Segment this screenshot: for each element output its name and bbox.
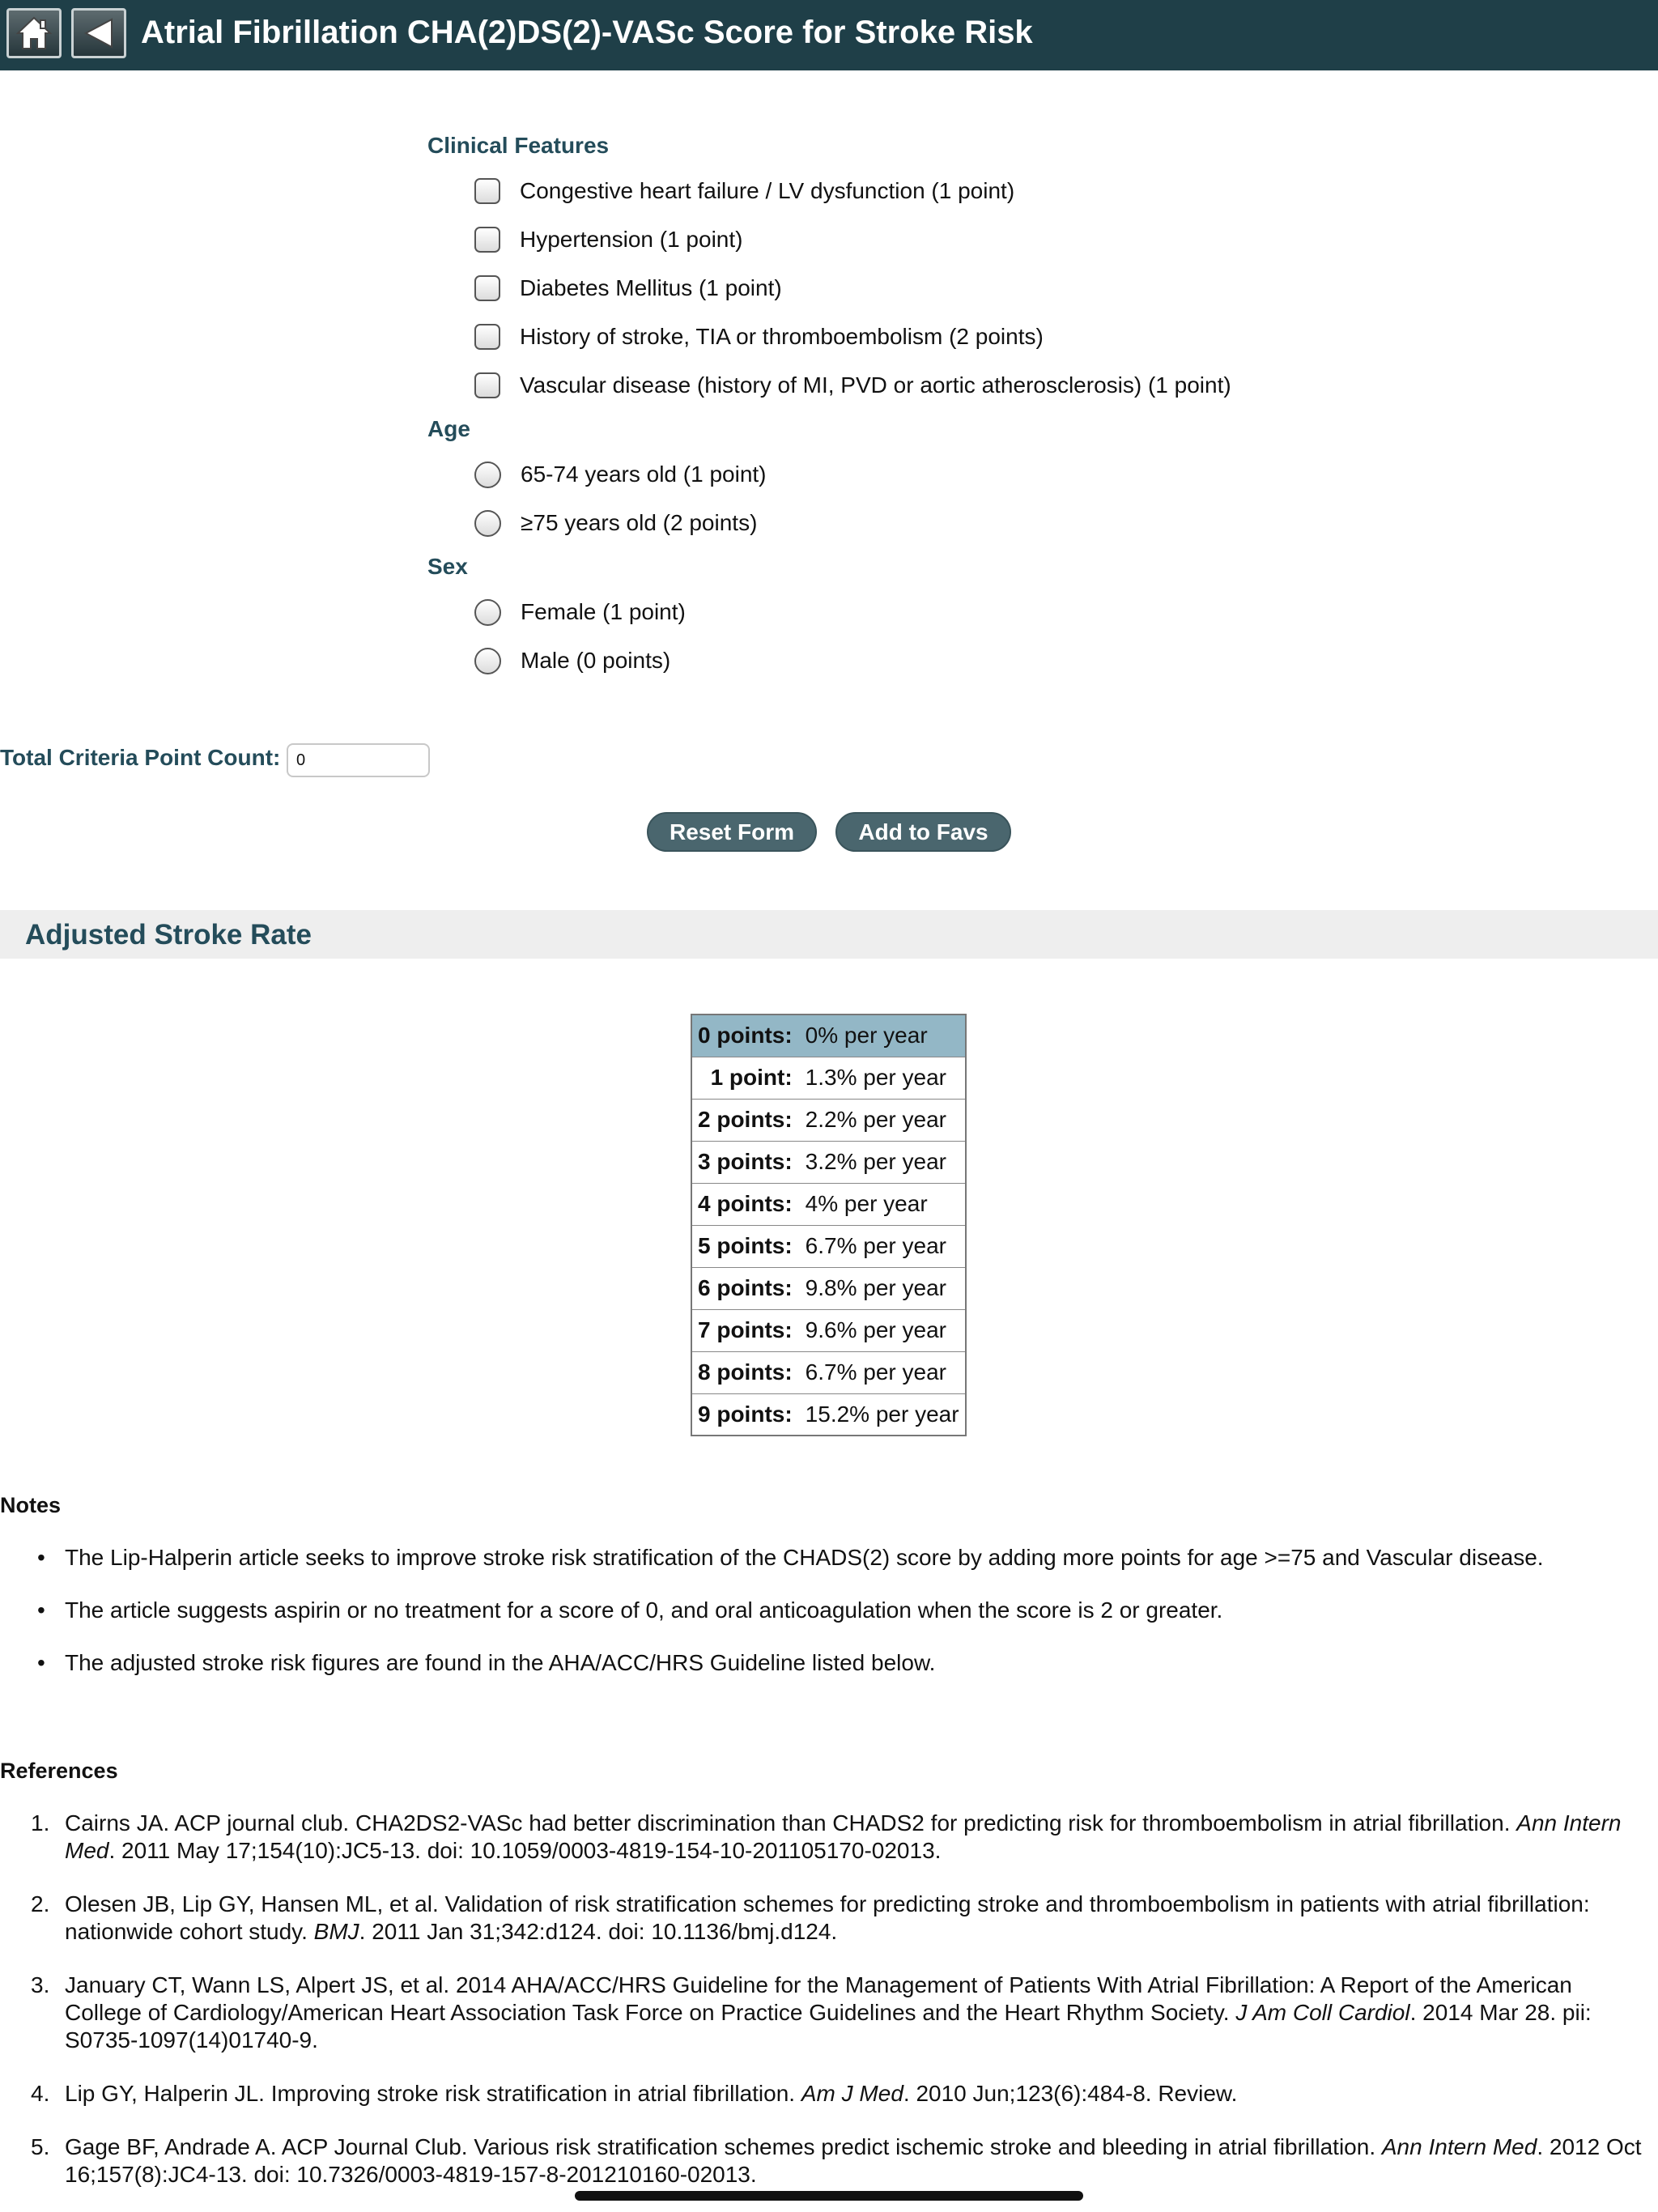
results-section-header — [0, 910, 1658, 959]
reference-text: January CT, Wann LS, Alpert JS, et al. 2014 AHA/ACC/HRS Guideline for the Management of Patients With Atrial Fibrillation: A Report of the American College of Cardiology/American Heart Association Task Force on Practice Guidelines and the Heart Rhythm Society. — [65, 1972, 1572, 2025]
age-heading: Age — [427, 416, 470, 441]
rate-cell: 9.8% per year — [799, 1267, 966, 1309]
checkbox[interactable] — [474, 227, 500, 253]
table-row — [691, 1015, 966, 1057]
reference-citation: . 2011 Jan 31;342:d124. doi: 10.1136/bmj.d124. — [359, 1919, 838, 1944]
reference-text: Gage BF, Andrade A. ACP Journal Club. Various risk stratification schemes predict ischemic stroke and bleeding in atrial fibrillation. — [65, 2134, 1382, 2159]
home-indicator[interactable] — [575, 2191, 1083, 2201]
option-label: Male (0 points) — [521, 648, 671, 673]
radio-button[interactable] — [474, 510, 501, 537]
rate-cell: 9.6% per year — [799, 1309, 966, 1351]
note-item: • The Lip-Halperin article seeks to improve stroke risk stratification of the CHADS(2) score by adding more points for age >=75 and Vascular disease. — [0, 1543, 1652, 1572]
option-label: 65-74 years old (1 point) — [521, 462, 767, 487]
home-button[interactable] — [6, 8, 62, 58]
reference-number: 5. — [31, 2134, 50, 2159]
reference-journal: J Am Coll Cardiol — [1235, 2000, 1410, 2025]
back-arrow-icon — [81, 15, 117, 51]
table-row — [691, 1141, 966, 1183]
option-label: Congestive heart failure / LV dysfunction (1 point) — [520, 178, 1015, 203]
points-cell: 7 points: — [691, 1309, 799, 1351]
table-row — [691, 1267, 966, 1309]
points-cell: 2 points: — [691, 1099, 799, 1141]
table-row — [691, 1351, 966, 1393]
checkbox[interactable] — [474, 324, 500, 350]
results-title: Adjusted Stroke Rate — [25, 919, 312, 951]
radio-option-female[interactable] — [474, 598, 686, 627]
option-label: Diabetes Mellitus (1 point) — [520, 275, 782, 300]
reference-text: Lip GY, Halperin JL. Improving stroke risk stratification in atrial fibrillation. — [65, 2081, 801, 2106]
radio-button[interactable] — [474, 462, 501, 488]
radio-button[interactable] — [474, 599, 501, 626]
reference-citation: . 2014 Mar 28. pii: S0735-1097(14)01740-9. — [65, 2000, 1592, 2052]
stroke-rate-table — [691, 1014, 967, 1436]
table-row — [691, 1309, 966, 1351]
checkbox-option-stroke-history[interactable] — [474, 322, 1044, 351]
home-icon — [15, 15, 53, 51]
points-cell: 4 points: — [691, 1183, 799, 1225]
reference-item — [0, 1891, 1652, 1946]
option-label: ≥75 years old (2 points) — [521, 510, 758, 535]
table-row — [691, 1393, 966, 1436]
references-list — [0, 1810, 1652, 2212]
points-cell: 3 points: — [691, 1141, 799, 1183]
radio-option-male[interactable] — [474, 646, 670, 675]
page-title: Atrial Fibrillation CHA(2)DS(2)-VASc Score for Stroke Risk — [141, 15, 1033, 50]
option-label: Female (1 point) — [521, 599, 686, 624]
reference-journal: Ann Intern Med — [65, 1810, 1622, 1863]
checkbox-option-vascular-disease[interactable] — [474, 371, 1231, 400]
table-row — [691, 1225, 966, 1267]
points-cell: 6 points: — [691, 1267, 799, 1309]
rate-cell: 6.7% per year — [799, 1351, 966, 1393]
checkbox[interactable] — [474, 372, 500, 398]
radio-option-age-65-74[interactable] — [474, 460, 767, 489]
checkbox-option-diabetes[interactable] — [474, 274, 782, 303]
notes-heading: Notes — [0, 1493, 62, 1517]
option-label: Hypertension (1 point) — [520, 227, 743, 252]
back-button[interactable] — [71, 8, 126, 58]
reference-item — [0, 2080, 1652, 2108]
rate-cell: 0% per year — [799, 1015, 966, 1057]
reference-number: 2. — [31, 1891, 50, 1916]
note-item: • The adjusted stroke risk figures are found in the AHA/ACC/HRS Guideline listed below. — [0, 1648, 1652, 1678]
note-item: • The article suggests aspirin or no treatment for a score of 0, and oral anticoagulation when the score is 2 or greater. — [0, 1596, 1652, 1625]
sex-heading: Sex — [427, 554, 468, 579]
radio-button[interactable] — [474, 648, 501, 674]
references-heading: References — [0, 1759, 118, 1783]
reference-text: Olesen JB, Lip GY, Hansen ML, et al. Validation of risk stratification schemes for predicting stroke and thromboembolism in patients with atrial fibrillation: nationwide cohort study. — [65, 1891, 1590, 1944]
reference-citation: . 2011 May 17;154(10):JC5-13. doi: 10.1059/0003-4819-154-10-201105170-02013. — [108, 1838, 942, 1863]
points-cell: 8 points: — [691, 1351, 799, 1393]
table-row — [691, 1099, 966, 1141]
reference-item — [0, 1810, 1652, 1865]
checkbox[interactable] — [474, 178, 500, 204]
reference-journal: BMJ — [313, 1919, 359, 1944]
rate-cell: 2.2% per year — [799, 1099, 966, 1141]
clinical-features-heading: Clinical Features — [427, 133, 610, 158]
points-cell: 5 points: — [691, 1225, 799, 1267]
table-row — [691, 1057, 966, 1099]
rate-cell: 15.2% per year — [799, 1393, 966, 1436]
checkbox[interactable] — [474, 275, 500, 301]
points-cell: 1 point: — [691, 1057, 799, 1099]
reference-number: 4. — [31, 2081, 50, 2106]
reference-text: Cairns JA. ACP journal club. CHA2DS2-VASc had better discrimination than CHADS2 for predicting risk for thromboembolism in atrial fibrillation. — [65, 1810, 1517, 1836]
radio-option-age-75-plus[interactable] — [474, 508, 757, 538]
total-count-label: Total Criteria Point Count: — [0, 745, 281, 770]
reference-citation: . 2012 Oct 16;157(8):JC4-13. doi: 10.7326/0003-4819-157-8-201210160-02013. — [65, 2134, 1642, 2187]
rate-cell: 1.3% per year — [799, 1057, 966, 1099]
reset-form-button[interactable]: Reset Form — [647, 812, 817, 852]
option-label: History of stroke, TIA or thromboembolism (2 points) — [520, 324, 1044, 349]
reference-number: 3. — [31, 1972, 50, 1997]
reference-item — [0, 2133, 1652, 2189]
notes-list — [0, 1543, 1652, 1701]
title-bar — [0, 0, 1658, 70]
rate-cell: 3.2% per year — [799, 1141, 966, 1183]
checkbox-option-hypertension[interactable] — [474, 225, 742, 254]
points-cell: 9 points: — [691, 1393, 799, 1436]
rate-cell: 6.7% per year — [799, 1225, 966, 1267]
reference-citation: . 2010 Jun;123(6):484-8. Review. — [903, 2081, 1238, 2106]
reference-item — [0, 1972, 1652, 2054]
points-cell: 0 points: — [691, 1015, 799, 1057]
reference-journal: Ann Intern Med — [1381, 2134, 1537, 2159]
checkbox-option-chf[interactable] — [474, 177, 1014, 206]
total-count-field[interactable] — [287, 743, 430, 777]
table-row — [691, 1183, 966, 1225]
rate-cell: 4% per year — [799, 1183, 966, 1225]
reference-journal: Am J Med — [801, 2081, 903, 2106]
option-label: Vascular disease (history of MI, PVD or aortic atherosclerosis) (1 point) — [520, 372, 1231, 398]
add-to-favs-button[interactable]: Add to Favs — [835, 812, 1011, 852]
reference-number: 1. — [31, 1810, 50, 1836]
